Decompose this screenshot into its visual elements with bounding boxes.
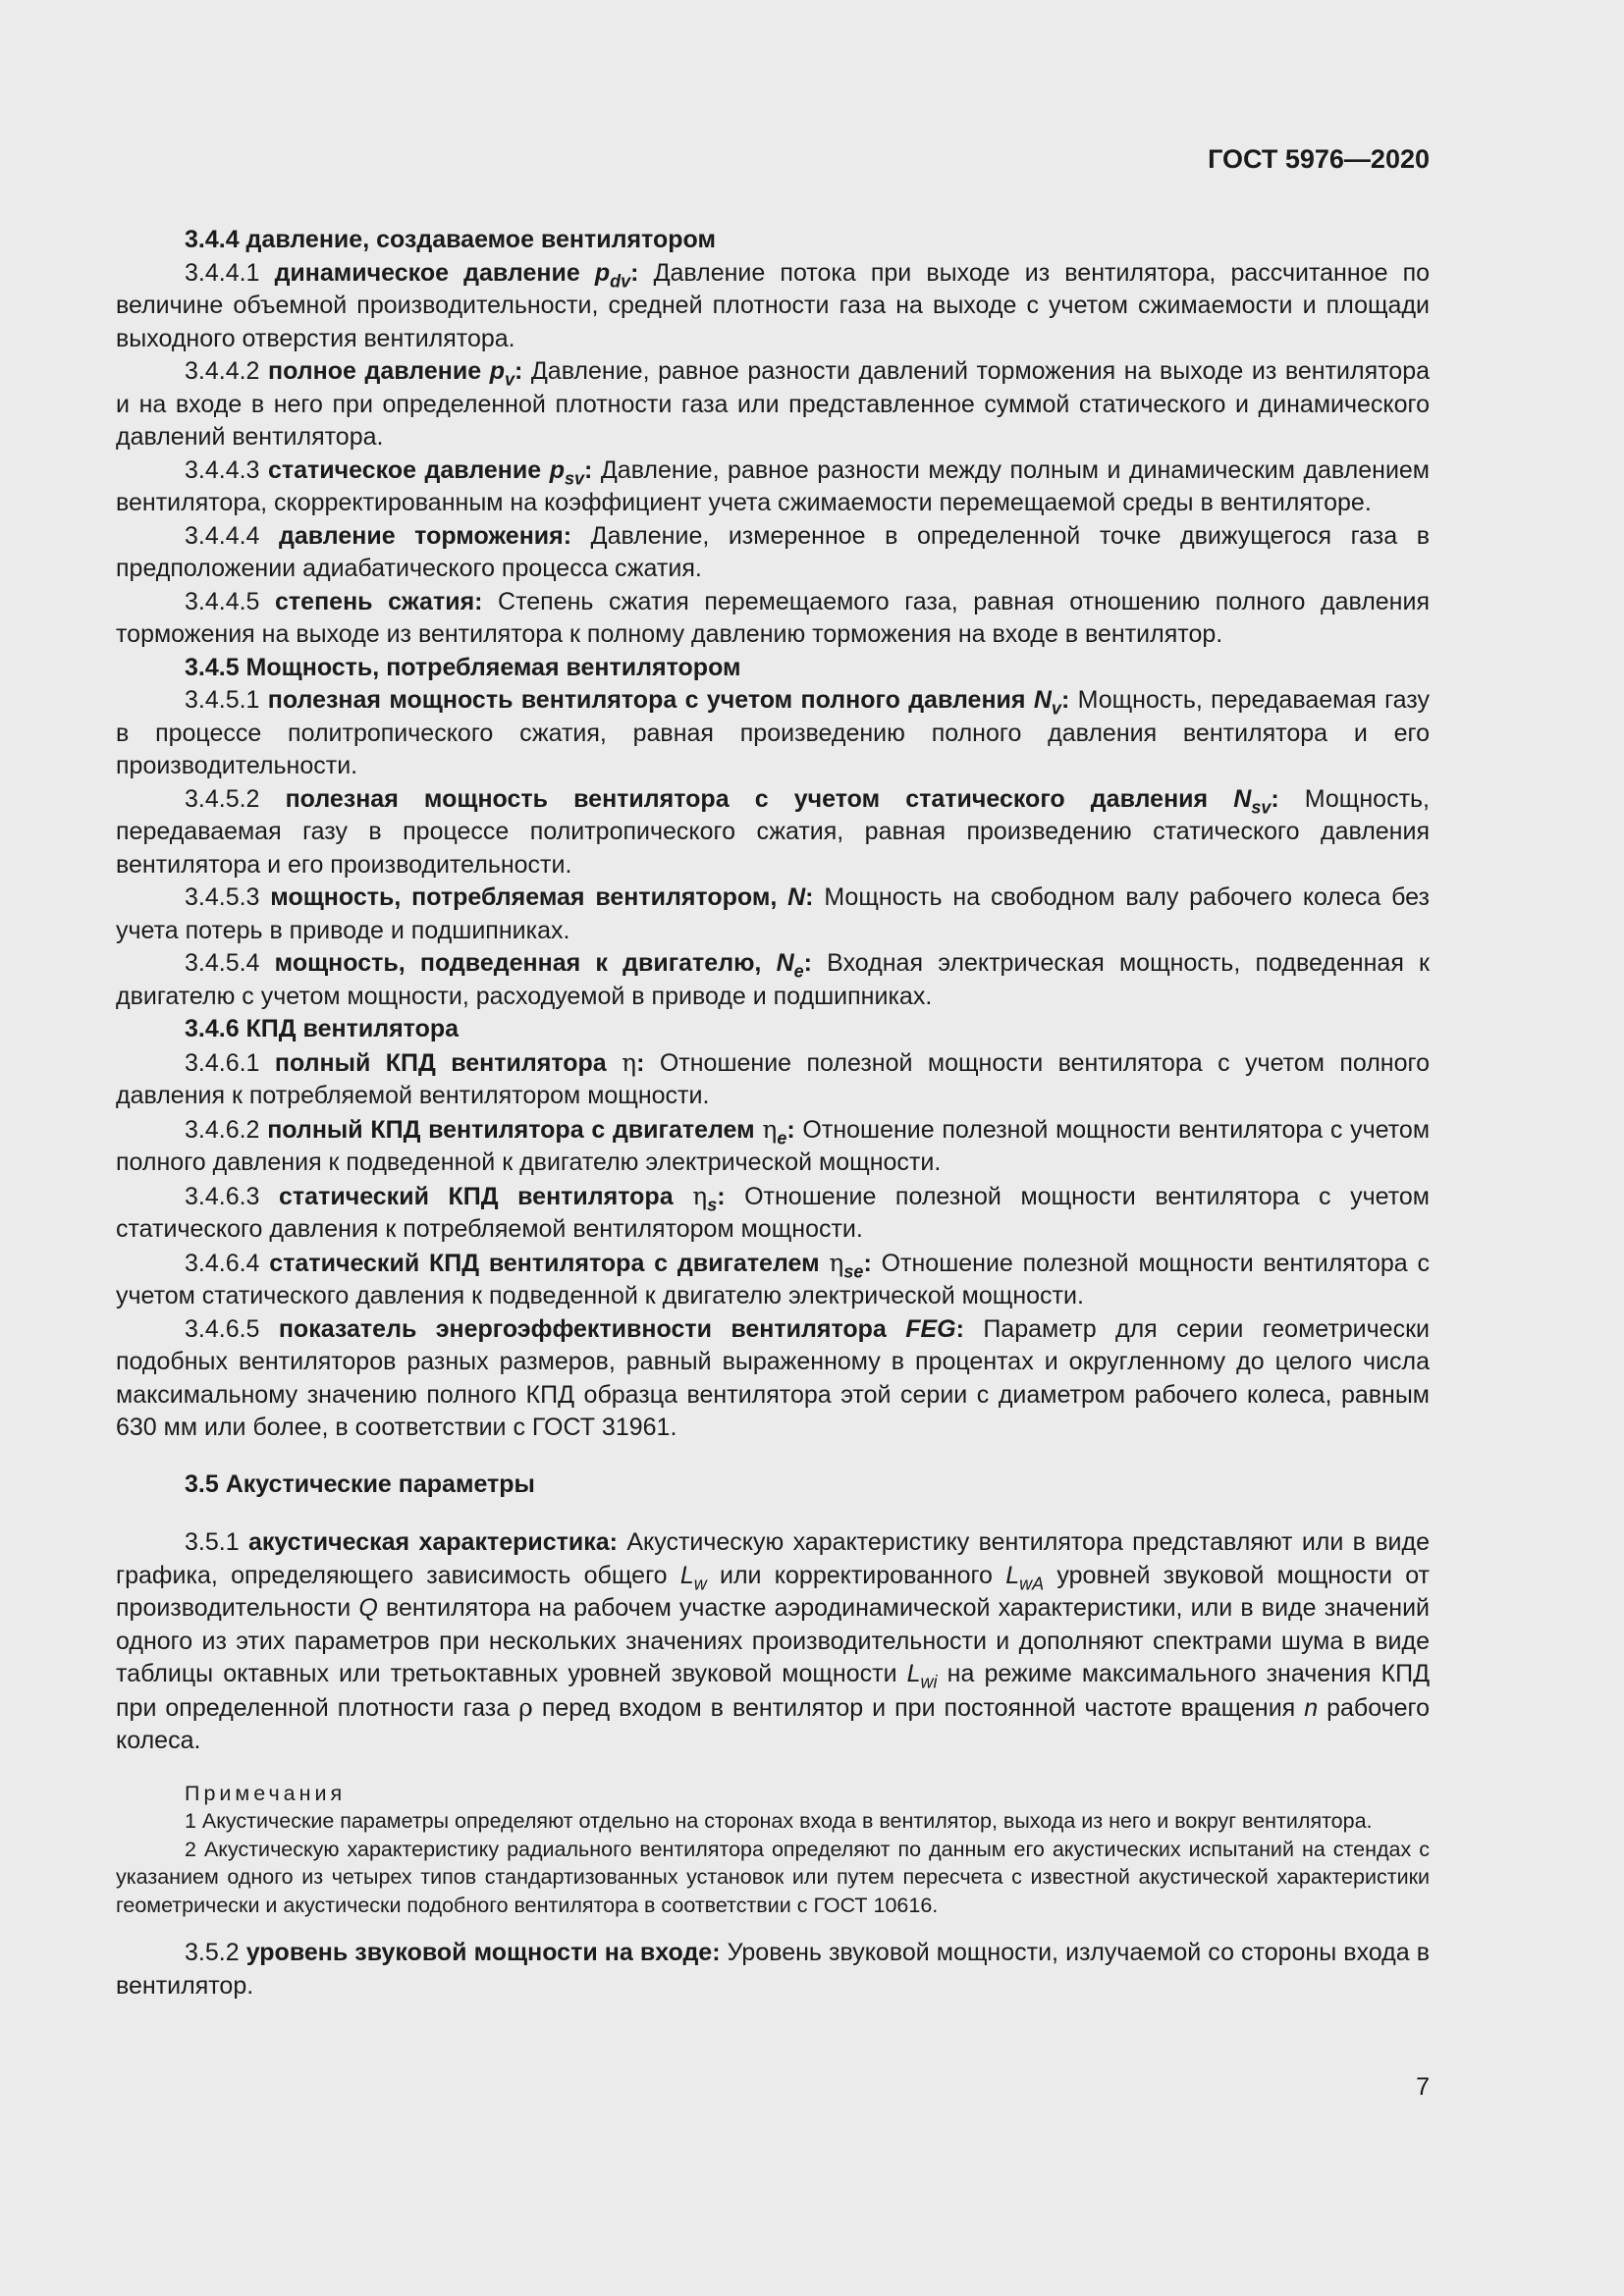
term-colon: : (1271, 784, 1279, 813)
page-number: 7 (1416, 2073, 1430, 2101)
symbol: L (679, 1561, 694, 1589)
definition-text: Мощность на свободном валу рабочего колеса без учета потерь в приводе и подшипниках. (116, 883, 1430, 944)
symbol-subscript: wA (1019, 1573, 1045, 1593)
term-colon: : (955, 1314, 964, 1343)
notes-heading: Примечания (185, 1781, 347, 1805)
term-colon: : (1060, 686, 1070, 714)
clause-number: 3.4.4.1 (185, 258, 260, 287)
symbol-subscript: e (793, 961, 804, 982)
definition-text: Отношение полезной мощности вентилятора с учетом статического давления к потребляемой вентилятором мощности. (116, 1182, 1430, 1243)
symbol-subscript: w (693, 1573, 707, 1593)
term-colon: : (514, 357, 523, 385)
term: полное давление (268, 357, 482, 385)
clause-number: 3.4.5.2 (185, 784, 260, 813)
paragraph-3-4-4-2 (116, 355, 1430, 454)
symbol: p (594, 258, 611, 287)
definition-text: или корректированного (706, 1561, 1006, 1589)
symbol: L (1005, 1561, 1020, 1589)
term: полный КПД вентилятора (274, 1048, 607, 1077)
paragraph-3-4-5-2 (116, 783, 1430, 882)
paragraph-3-4-6-5 (116, 1313, 1430, 1445)
symbol-subscript: dv (610, 270, 631, 291)
section-heading-3-4-5: 3.4.5 Мощность, потребляемая вентилятором (185, 653, 741, 681)
definition-text: перед входом в вентилятор и при постоянной частоте вращения (532, 1693, 1305, 1722)
clause-number: 3.4.4.5 (185, 587, 260, 615)
definition-text: Входная электрическая мощность, подведенная к двигателю с учетом мощности, расходуемой в приводе и подшипниках. (116, 949, 1430, 1010)
term: полный КПД вентилятора с двигателем (267, 1115, 755, 1144)
symbol-subscript: e (777, 1127, 787, 1148)
clause-number: 3.5.1 (185, 1528, 240, 1556)
paragraph-3-4-4-5 (116, 586, 1430, 652)
paragraph-3-4-5-3 (116, 881, 1430, 947)
definition-text: на режиме максимального значения КПД при определенной плотности газа (116, 1660, 1431, 1722)
term-colon: : (805, 883, 814, 911)
section-heading-3-5: 3.5 Акустические параметры (185, 1469, 535, 1498)
symbol-subscript: se (843, 1260, 864, 1281)
symbol-subscript: sv (1251, 796, 1272, 817)
term: статическое давление (267, 455, 542, 484)
section-heading-3-4-6: 3.4.6 КПД вентилятора (185, 1015, 460, 1042)
term-colon: : (636, 1048, 645, 1077)
symbol: N (1033, 686, 1052, 714)
definition-text: Отношение полезной мощности вентилятора с учетом полного давления к подведенной к двигателю электрической мощности. (116, 1115, 1431, 1176)
symbol: Q (358, 1594, 378, 1622)
clause-number: 3.4.6.1 (185, 1048, 260, 1077)
symbol: p (489, 357, 505, 385)
paragraph-3-4-6-4 (116, 1247, 1430, 1313)
clause-number: 3.4.6.4 (185, 1249, 260, 1277)
definition-text: Давление, измеренное в определенной точке движущегося газа в предположении адиабатического процесса сжатия. (116, 521, 1430, 582)
clause-number: 3.4.4.4 (185, 521, 260, 550)
term: уровень звуковой мощности на входе: (245, 1939, 721, 1966)
symbol: η (762, 1114, 778, 1144)
symbol: η (622, 1047, 637, 1077)
term-colon: : (863, 1249, 872, 1277)
notes-block (116, 1780, 1430, 1920)
paragraph-3-4-4-3 (116, 454, 1430, 520)
paragraph-3-4-4-1 (116, 257, 1430, 356)
symbol-subscript: v (1051, 698, 1061, 719)
term: давление торможения: (279, 521, 572, 550)
definition-text: Отношение полезной мощности вентилятора с учетом полного давления к потребляемой вентилятором мощности. (116, 1048, 1430, 1109)
document-body (116, 224, 1430, 2002)
term: акустическая характеристика: (247, 1528, 619, 1556)
clause-number: 3.4.5.1 (185, 686, 260, 714)
symbol-subscript: v (504, 369, 514, 390)
term-colon: : (630, 258, 639, 287)
symbol: p (549, 455, 565, 484)
symbol-subscript: sv (564, 467, 585, 488)
paragraph-3-4-6-1 (116, 1046, 1430, 1113)
term-colon: : (717, 1182, 726, 1210)
symbol: N (1233, 784, 1252, 813)
term: мощность, подведенная к двигателю, (274, 949, 762, 977)
definition-text: Мощность, передаваемая газу в процессе политропического сжатия, равная произведению полного давления вентилятора и его производительности. (116, 686, 1430, 779)
term-colon: : (786, 1115, 795, 1144)
symbol: L (906, 1660, 921, 1687)
term: полезная мощность вентилятора с учетом статического давления (285, 784, 1209, 813)
paragraph-3-5-2 (116, 1937, 1430, 2002)
symbol: η (692, 1181, 708, 1210)
term: статический КПД вентилятора с двигателем (269, 1249, 820, 1277)
paragraph-3-4-6-2 (116, 1113, 1430, 1180)
definition-text: Отношение полезной мощности вентилятора с учетом статического давления к подведенной к двигателю электрической мощности. (116, 1249, 1430, 1309)
paragraph-3-5-1 (116, 1526, 1430, 1758)
paragraph-3-4-5-1 (116, 684, 1430, 783)
symbol: FEG (905, 1314, 956, 1343)
definition-text: вентилятора на рабочем участке аэродинамической характеристики, или в виде значений одного из этих параметров при нескольких значениях производительности и дополняют спектрами шума в виде таблицы октавных или третьоктавных уровней звуковой мощности (116, 1594, 1430, 1687)
term: мощность, потребляемая вентилятором, (270, 883, 778, 911)
clause-number: 3.4.4.3 (185, 455, 260, 484)
term: степень сжатия: (275, 587, 483, 615)
definition-text: Уровень звуковой мощности, излучаемой со стороны входа в вентилятор. (116, 1939, 1430, 2000)
symbol: n (1304, 1693, 1319, 1722)
definition-text: Степень сжатия перемещаемого газа, равная отношению полного давления торможения на выходе из вентилятора к полному давлению торможения на входе в вентилятор. (116, 587, 1430, 648)
symbol-subscript: s (707, 1194, 718, 1214)
term: полезная мощность вентилятора с учетом полного давления (267, 686, 1026, 714)
definition-text: уровней звуковой мощности от производительности (116, 1561, 1430, 1622)
term: показатель энергоэффективности вентилятора (278, 1314, 887, 1343)
symbol: N (776, 949, 794, 977)
clause-number: 3.4.4.2 (185, 357, 260, 385)
definition-text: Мощность, передаваемая газу в процессе политропического сжатия, равная произведению статического давления вентилятора и его производительности. (116, 784, 1431, 879)
symbol: ρ (518, 1692, 533, 1722)
clause-number: 3.4.6.3 (185, 1182, 260, 1210)
clause-number: 3.5.2 (185, 1939, 240, 1966)
definition-text: Давление потока при выходе из вентилятора, рассчитанное по величине объемной производительности, средней плотности газа на выходе с учетом сжимаемости и площади выходного отверстия вентилятора. (116, 258, 1431, 352)
definition-text: Давление, равное разности между полным и динамическим давлением вентилятора, скорректированным на коэффициент учета сжимаемости перемещаемой среды в вентиляторе. (116, 455, 1430, 516)
definition-text: Давление, равное разности давлений торможения на выходе из вентилятора и на входе в него при определенной плотности газа или представленное суммой статического и динамического давлений вентилятора. (116, 357, 1431, 451)
term-colon: : (803, 949, 812, 977)
paragraph-3-4-6-3 (116, 1180, 1430, 1247)
paragraph-3-4-5-4 (116, 947, 1430, 1013)
clause-number: 3.4.5.3 (185, 883, 260, 911)
symbol-subscript: wi (920, 1672, 938, 1692)
clause-number: 3.4.5.4 (185, 949, 260, 977)
definition-text: Параметр для серии геометрически подобных вентиляторов разных размеров, равный выраженному в процентах и округленному до целого числа максимальному значению полного КПД образца вентилятора этой серии с диаметром рабочего колеса, равным 630 мм или более, в соответствии с ГОСТ 31961. (116, 1314, 1430, 1441)
definition-text: рабочего колеса. (116, 1693, 1430, 1754)
document-header: ГОСТ 5976—2020 (1208, 144, 1430, 174)
section-heading-3-4-4: 3.4.4 давление, создаваемое вентилятором (185, 226, 716, 253)
clause-number: 3.4.6.2 (185, 1115, 260, 1144)
term-colon: : (584, 455, 593, 484)
term: статический КПД вентилятора (279, 1182, 674, 1210)
symbol: N (787, 883, 806, 911)
note-item: 1 Акустические параметры определяют отдельно на сторонах входа в вентилятор, выхода из него и вокруг вентилятора. (185, 1809, 1373, 1833)
paragraph-3-4-4-4 (116, 520, 1430, 586)
definition-text: Акустическую характеристику вентилятора представляют или в виде графика, определяющего зависимость общего (116, 1528, 1430, 1589)
term: динамическое давление (274, 258, 580, 287)
note-item: 2 Акустическую характеристику радиального вентилятора определяют по данным его акустических испытаний на стендах с указанием одного из четырех типов стандартизованных установок или путем пересчета с известной акустической характеристики геометрически и акустически подобного вентилятора в соответствии с ГОСТ 10616. (116, 1837, 1430, 1917)
clause-number: 3.4.6.5 (185, 1314, 260, 1343)
symbol: η (829, 1248, 844, 1277)
